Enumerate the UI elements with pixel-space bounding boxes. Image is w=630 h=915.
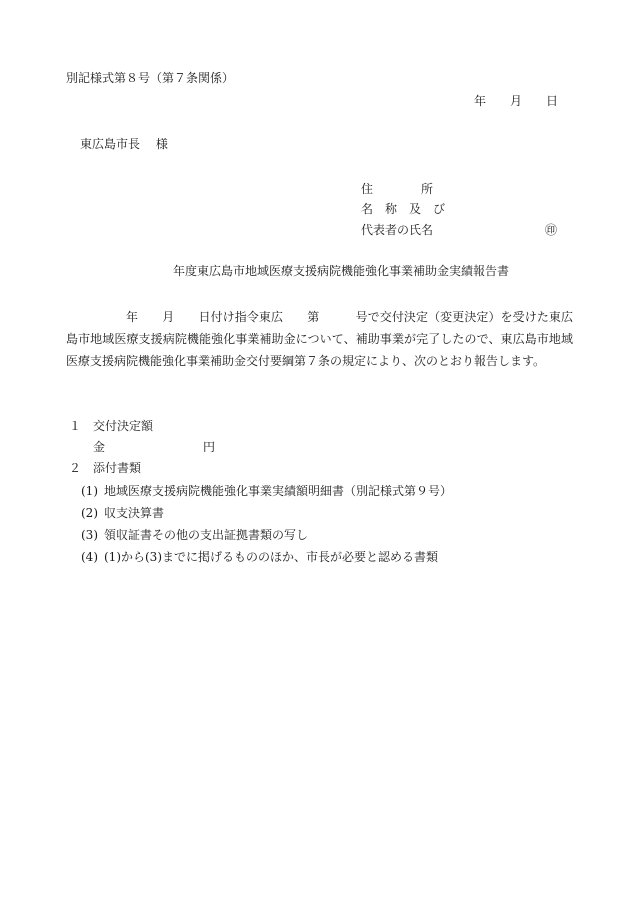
item-heading: 添付書類 [93,461,142,475]
form-label: 別記様式第８号（第７条関係） [66,71,235,85]
attachment-number: (4) [81,550,98,564]
attachment-number: (1) [81,484,98,498]
attachment-text: 地域医療支援病院機能強化事業実績額明細書（別記様式第９号） [104,484,453,498]
amount-label: 金 [93,440,106,454]
addressee: 東広島市長 様 [80,137,168,151]
date-line: 年 月 日 [474,94,559,108]
attachment-number: (2) [81,506,98,520]
representative-label: 代表者の氏名 [361,223,434,237]
item-number: ２ [69,461,82,475]
attachment-number: (3) [81,528,98,542]
item-heading: 交付決定額 [93,419,154,433]
attachment-text: 収支決算書 [104,506,165,520]
item-number: １ [69,419,82,433]
attachment-text: (1)から(3)までに掲げるもののほか、市長が必要と認める書類 [104,550,438,564]
document-title: 年度東広島市地域医療支援病院機能強化事業補助金実績報告書 [173,264,510,278]
body-paragraph: 年 月 日付け指令東広 第 号で交付決定（変更決定）を受けた東広島市地域医療支援病院機能強化事業補助金について、補助事業が完了したので、東広島市地域医療支援病院機能強化事業補助金交付要綱第７条の規定により、次のとおり報告します。 [66,310,573,368]
amount-unit: 円 [203,440,216,454]
name-label: 名 称 及 び [361,202,446,216]
attachment-text: 領収証書その他の支出証拠書類の写し [104,528,309,542]
address-label: 住 所 [361,182,434,196]
seal-mark: ㊞ [545,223,558,237]
